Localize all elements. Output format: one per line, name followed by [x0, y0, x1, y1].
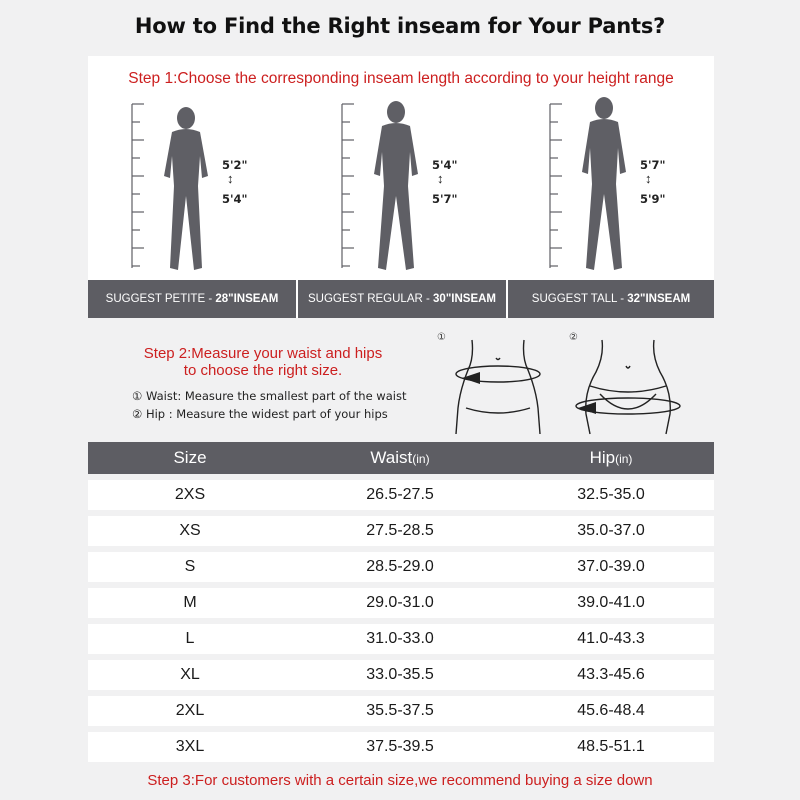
cell-size: XS — [179, 522, 201, 539]
number-two-icon: ② — [569, 332, 578, 343]
cell-waist: 35.5-37.5 — [366, 702, 434, 719]
height-high-label: 5'7" — [432, 192, 458, 206]
range-arrow-icon: ↕ — [437, 171, 444, 186]
cell-hip: 39.0-41.0 — [577, 594, 645, 611]
cell-hip: 35.0-37.0 — [577, 522, 645, 539]
cell-size: L — [185, 630, 195, 647]
table-row — [88, 732, 714, 762]
waist-note-text: Waist: Measure the smallest part of the waist — [145, 389, 407, 403]
cell-waist: 29.0-31.0 — [366, 594, 434, 611]
cell-hip: 48.5-51.1 — [577, 738, 645, 755]
step2-line2: to choose the right size. — [183, 362, 343, 379]
header-waist — [292, 448, 508, 468]
header-waist-unit: (in) — [412, 452, 430, 466]
cell-waist: 27.5-28.5 — [366, 522, 434, 539]
number-two-icon: ② — [132, 407, 143, 421]
step1-instruction: Step 1:Choose the corresponding inseam length according to your height range — [128, 70, 674, 87]
cell-size: S — [184, 558, 196, 575]
size-table — [88, 442, 714, 762]
cell-waist: 31.0-33.0 — [366, 630, 434, 647]
hip-measure-icon — [566, 328, 686, 436]
step2-title — [132, 345, 394, 379]
table-header — [88, 442, 714, 474]
suggest-tall — [506, 280, 714, 318]
page-title: How to Find the Right inseam for Your Pants? — [134, 14, 666, 38]
number-one-icon: ① — [132, 389, 143, 403]
height-low-label: 5'2" — [222, 158, 248, 172]
table-row — [88, 660, 714, 690]
range-arrow-icon: ↕ — [227, 171, 234, 186]
cell-hip: 45.6-48.4 — [577, 702, 645, 719]
cell-waist: 28.5-29.0 — [366, 558, 434, 575]
header-hip — [508, 448, 714, 468]
range-arrow-icon: ↕ — [645, 171, 652, 186]
header-hip-label: Hip — [589, 448, 616, 467]
cell-hip: 32.5-35.0 — [577, 486, 645, 503]
step3-recommendation: Step 3:For customers with a certain size,we recommend buying a size down — [147, 772, 653, 789]
waist-note — [132, 389, 406, 403]
table-row — [88, 696, 714, 726]
header-size: Size — [173, 448, 207, 467]
height-low-label: 5'7" — [640, 158, 666, 172]
suggest-label: SUGGEST REGULAR - — [307, 293, 430, 305]
suggest-value: 32"INSEAM — [627, 293, 691, 305]
header-hip-unit: (in) — [615, 452, 633, 466]
suggest-petite — [88, 280, 296, 318]
suggest-label: SUGGEST PETITE - — [105, 293, 213, 305]
cell-hip: 43.3-45.6 — [577, 666, 645, 683]
header-waist-label: Waist — [370, 448, 413, 467]
table-row — [88, 516, 714, 546]
height-high-label: 5'9" — [640, 192, 666, 206]
cell-waist: 33.0-35.5 — [366, 666, 434, 683]
hip-note-text: Hip : Measure the widest part of your hips — [145, 407, 388, 421]
hip-note — [132, 407, 388, 421]
table-row — [88, 588, 714, 618]
height-low-label: 5'4" — [432, 158, 458, 172]
suggestion-bar — [88, 280, 714, 318]
suggest-regular — [296, 280, 506, 318]
figure-regular — [334, 96, 542, 292]
cell-waist: 37.5-39.5 — [366, 738, 434, 755]
number-one-icon: ① — [437, 332, 446, 343]
figure-petite — [124, 96, 332, 292]
cell-size: 2XL — [175, 702, 205, 719]
table-row — [88, 624, 714, 654]
hip-diagram — [566, 328, 686, 436]
suggest-value: 30"INSEAM — [433, 293, 497, 305]
cell-hip: 37.0-39.0 — [577, 558, 645, 575]
cell-size: M — [183, 594, 197, 611]
waist-diagram — [434, 328, 554, 436]
step1-panel — [88, 56, 714, 318]
cell-size: XL — [180, 666, 200, 683]
table-row — [88, 552, 714, 582]
waist-measure-icon — [434, 328, 554, 436]
cell-size: 3XL — [175, 738, 205, 755]
height-high-label: 5'4" — [222, 192, 248, 206]
suggest-label: SUGGEST TALL - — [531, 293, 625, 305]
figure-tall — [542, 96, 750, 292]
table-row — [88, 480, 714, 510]
cell-size: 2XS — [174, 486, 206, 503]
step2-line1: Step 2:Measure your waist and hips — [143, 345, 383, 362]
cell-waist: 26.5-27.5 — [366, 486, 434, 503]
suggest-value: 28"INSEAM — [215, 293, 279, 305]
cell-hip: 41.0-43.3 — [577, 630, 645, 647]
